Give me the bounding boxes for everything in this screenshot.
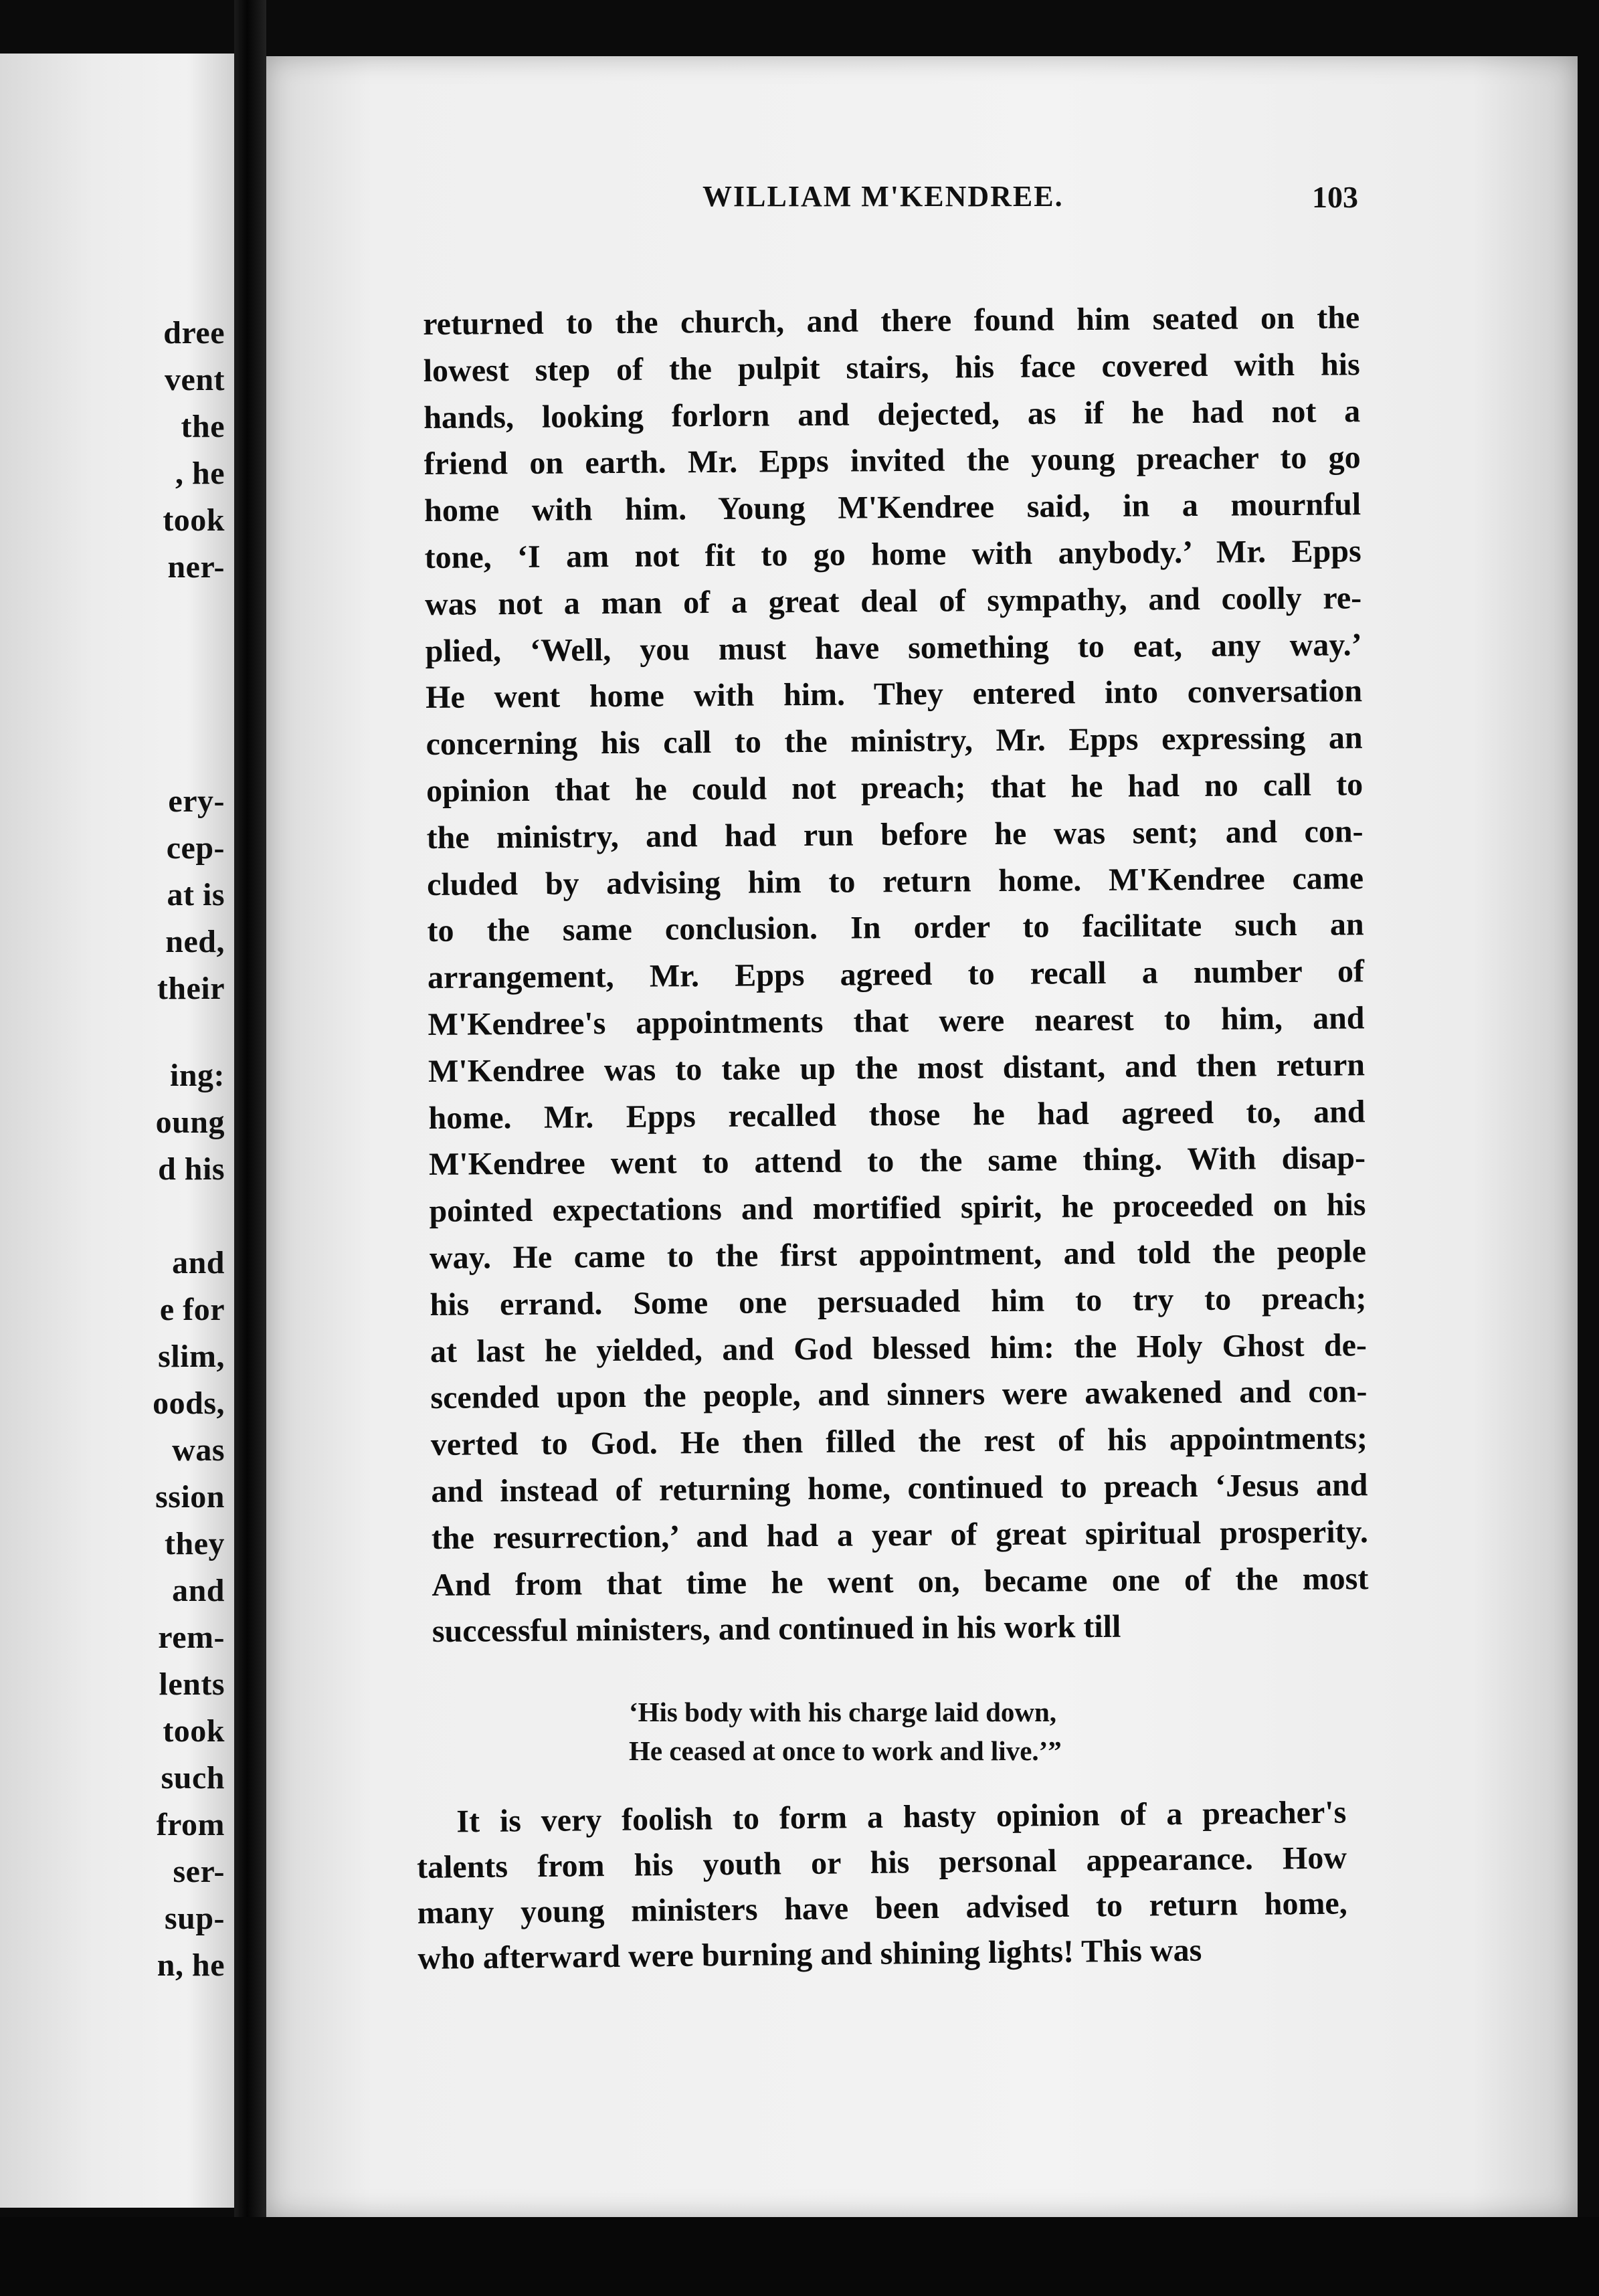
verse-line: ‘His body with his charge laid down, [629, 1697, 1057, 1727]
book-gutter [234, 0, 266, 2296]
text-line: concerning his call to the ministry, Mr. Epps expressing an [426, 720, 1363, 763]
previous-page-fragment: slim, [158, 1339, 225, 1374]
text-line: way. He came to the first appointment, and told the people [429, 1234, 1367, 1276]
previous-page-fragment: oung [155, 1105, 225, 1140]
previous-page-fragment: ned, [165, 924, 225, 959]
text-line: successful ministers, and continued in his work till [432, 1609, 1121, 1650]
running-head [435, 179, 1358, 226]
previous-page-fragment: , he [175, 456, 225, 491]
text-line: returned to the church, and there found him seated on the [423, 300, 1360, 342]
text-line: M'Kendree was to take up the most distant, and then return [428, 1046, 1366, 1089]
previous-page-fragment: was [172, 1432, 225, 1468]
text-line: M'Kendree went to attend to the same thing. With disap- [428, 1140, 1366, 1183]
previous-page-fragment: ser- [173, 1854, 225, 1889]
previous-page-fragment: cep- [166, 830, 225, 866]
previous-page-fragment: rem- [158, 1620, 225, 1655]
previous-page-fragment: e for [159, 1292, 225, 1327]
verse-quotation [629, 1693, 1062, 1770]
text-line: the resurrection,’ and had a year of great spiritual prosperity. [431, 1513, 1369, 1556]
previous-page-fragment: oods, [153, 1385, 225, 1421]
previous-page-edge [0, 54, 234, 2208]
bottom-book-edge [0, 2217, 1599, 2296]
text-line: the ministry, and had run before he was sent; and con- [426, 813, 1363, 856]
text-line: who afterward were burning and shining lights! This was [417, 1932, 1202, 1976]
previous-page-fragment: ing: [169, 1058, 225, 1093]
previous-page-fragment: took [163, 1713, 225, 1749]
text-line: arrangement, Mr. Epps agreed to recall a number of [427, 953, 1365, 996]
previous-page-fragment: ery- [168, 783, 225, 819]
previous-page-fragment: d his [158, 1151, 225, 1187]
page-number: 103 [1312, 180, 1358, 214]
text-line: talents from his youth or his personal appearance. How [416, 1840, 1347, 1885]
previous-page-fragment: their [157, 971, 225, 1006]
second-paragraph [416, 1790, 1348, 1982]
previous-page-fragment: such [161, 1760, 225, 1796]
running-head-title: WILLIAM M'KENDREE. [702, 180, 1064, 213]
previous-page-fragment: and [172, 1573, 225, 1608]
previous-page-fragment: dree [163, 315, 225, 351]
text-line: pointed expectations and mortified spirit, he proceeded on his [429, 1187, 1366, 1230]
text-line: cluded by advising him to return home. M'Kendree came [426, 860, 1364, 902]
text-line: opinion that he could not preach; that he had no call to [426, 767, 1363, 809]
previous-page-fragment: took [163, 502, 225, 538]
previous-page-fragment: lents [159, 1666, 225, 1702]
previous-page-fragment: ner- [167, 549, 225, 585]
text-line: friend on earth. Mr. Epps invited the young preacher to go [424, 440, 1361, 482]
text-line: and instead of returning home, continued to preach ‘Jesus and [431, 1467, 1368, 1509]
previous-page-fragment: the [181, 409, 225, 444]
previous-page-fragment: vent [165, 362, 225, 397]
previous-page-fragment: they [165, 1526, 225, 1561]
text-line: lowest step of the pulpit stairs, his face covered with his [423, 347, 1360, 389]
text-line: to the same conclusion. In order to facilitate such an [427, 906, 1364, 949]
previous-page-fragment: and [172, 1245, 225, 1280]
text-line: his errand. Some one persuaded him to try to preach; [430, 1280, 1367, 1323]
text-line: hands, looking forlorn and dejected, as if he had not a [424, 393, 1361, 436]
text-line: many young ministers have been advised to return home, [417, 1885, 1347, 1931]
text-line: He went home with him. They entered into conversation [425, 673, 1363, 716]
text-line: It is very foolish to form a hasty opinion of a preacher's [456, 1794, 1347, 1840]
text-line: scended upon the people, and sinners were awakened and con- [430, 1373, 1368, 1416]
text-line: home. Mr. Epps recalled those he had agreed to, and [428, 1093, 1366, 1136]
verse-line: He ceased at once to work and live.’” [629, 1735, 1062, 1766]
text-line: tone, ‘I am not fit to go home with anybody.’ Mr. Epps [424, 533, 1361, 575]
previous-page-fragment: from [156, 1807, 225, 1842]
previous-page-fragment: n, he [157, 1947, 225, 1983]
text-line: at last he yielded, and God blessed him: the Holy Ghost de- [430, 1327, 1368, 1369]
text-line: was not a man of a great deal of sympathy, and coolly re- [424, 579, 1362, 622]
text-line: verted to God. He then filled the rest of his appointments; [430, 1420, 1368, 1463]
text-line: plied, ‘Well, you must have something to eat, any way.’ [425, 626, 1362, 669]
previous-page-fragment: at is [167, 877, 225, 913]
main-paragraph [423, 294, 1369, 1655]
text-line: M'Kendree's appointments that were nearest to him, and [428, 1000, 1365, 1042]
text-line: And from that time he went on, became one of the most [432, 1560, 1369, 1603]
text-line: home with him. Young M'Kendree said, in a mournful [424, 486, 1361, 529]
previous-page-fragment: ssion [155, 1479, 225, 1515]
previous-page-fragment: sup- [164, 1901, 225, 1936]
